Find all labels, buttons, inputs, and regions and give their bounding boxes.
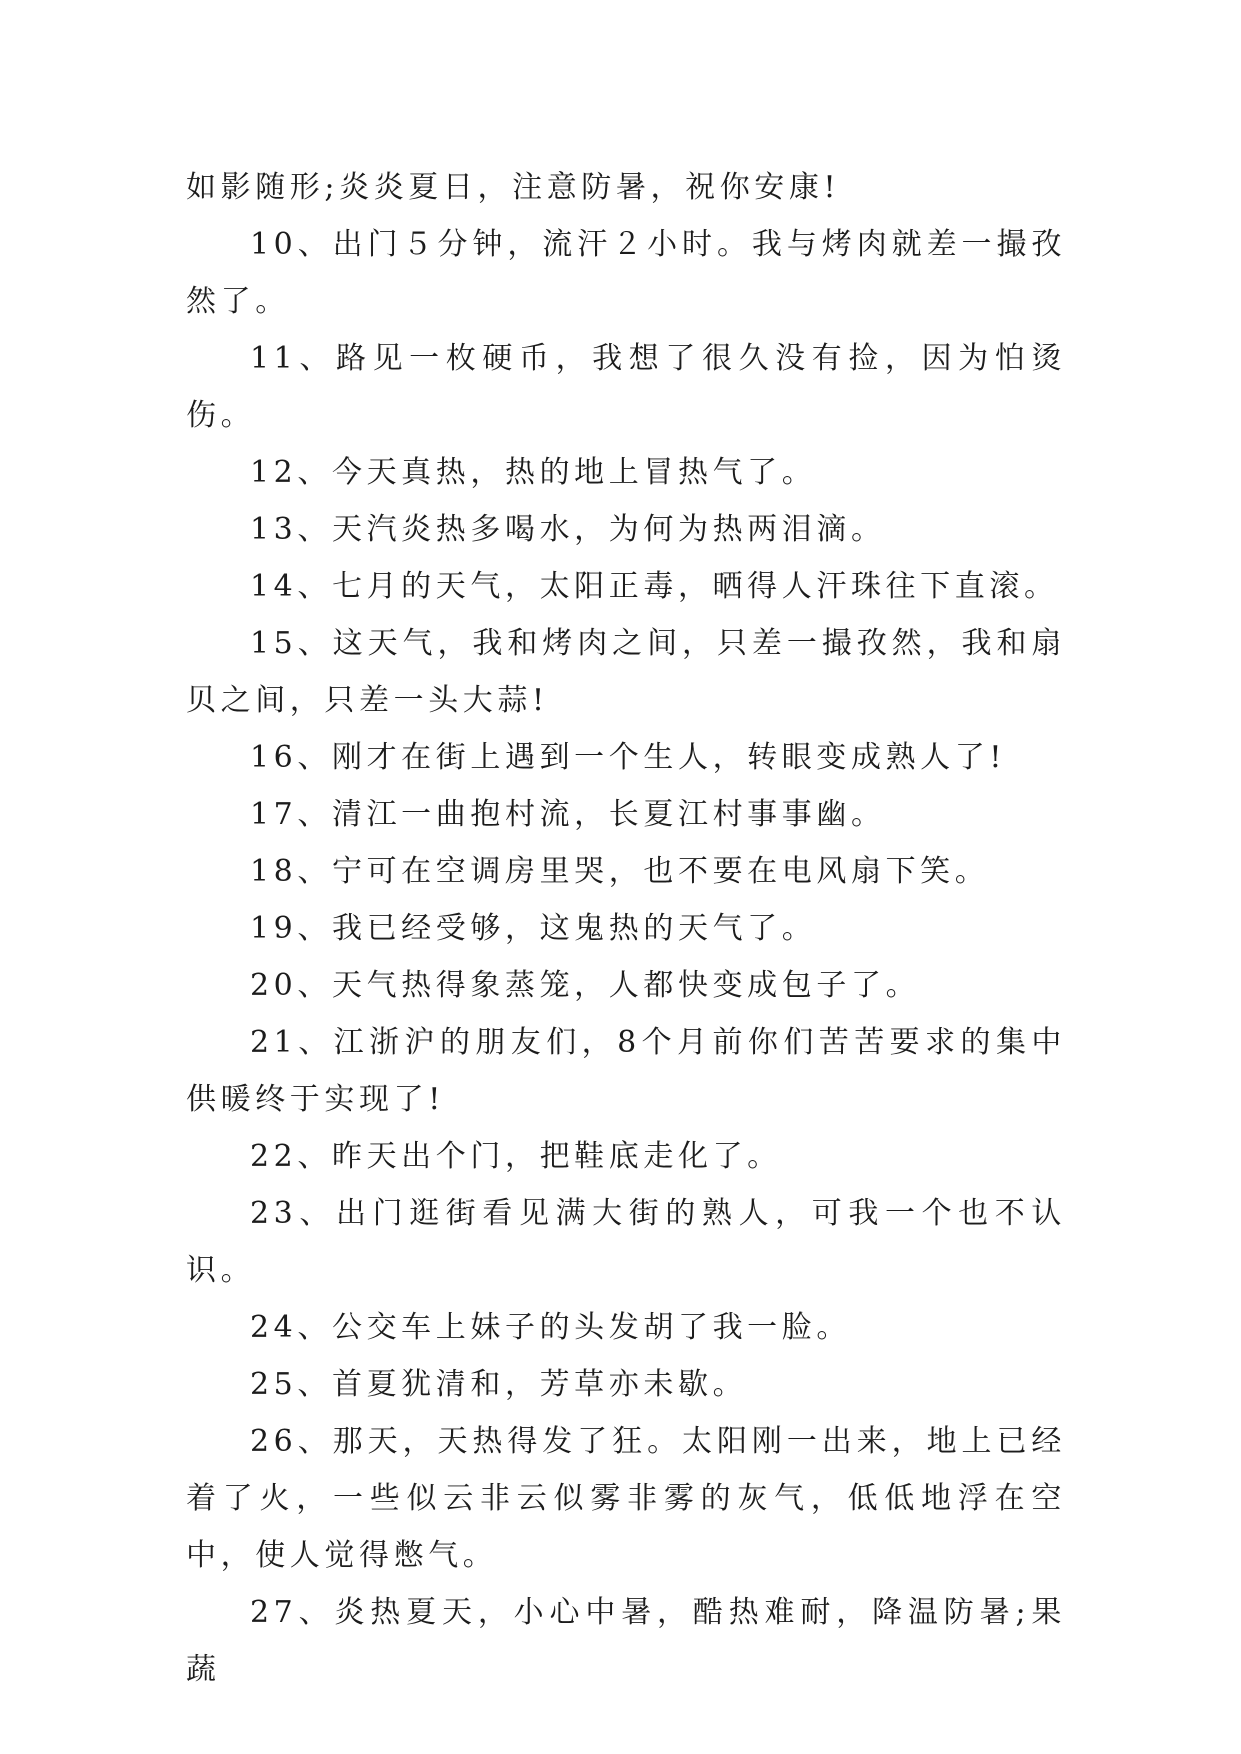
paragraph-item-16: 16、刚才在街上遇到一个生人，转眼变成熟人了! (250, 740, 1007, 775)
paragraph-item-14: 14、七月的天气，太阳正毒，晒得人汗珠往下直滚。 (250, 569, 1059, 604)
paragraph-item-17: 17、清江一曲抱村流，长夏江村事事幽。 (250, 797, 886, 832)
paragraph-item-15: 15、这天气，我和烤肉之间，只差一撮孜然，我和扇贝之间，只差一头大蒜! (186, 626, 1066, 718)
paragraph-item-11: 11、路见一枚硬币，我想了很久没有捡，因为怕烫伤。 (186, 341, 1066, 433)
paragraph-item-19: 19、我已经受够，这鬼热的天气了。 (250, 911, 817, 946)
paragraph-item-23: 23、出门逛街看见满大街的熟人，可我一个也不认识。 (186, 1196, 1066, 1288)
paragraph-continuation: 如影随形;炎炎夏日，注意防暑，祝你安康! (186, 170, 841, 205)
paragraph-item-26: 26、那天，天热得发了狂。太阳刚一出来，地上已经着了火，一些似云非云似雾非雾的灰气，低低地浮在空中，使人觉得憋气。 (186, 1424, 1066, 1573)
paragraph-item-18: 18、宁可在空调房里哭，也不要在电风扇下笑。 (250, 854, 990, 889)
paragraph-item-27: 27、炎热夏天，小心中暑，酷热难耐，降温防暑;果蔬 (186, 1595, 1066, 1687)
paragraph-item-24: 24、公交车上妹子的头发胡了我一脸。 (250, 1310, 851, 1345)
paragraph-item-25: 25、首夏犹清和，芳草亦未歇。 (250, 1367, 748, 1402)
paragraph-item-21: 21、江浙沪的朋友们，8个月前你们苦苦要求的集中供暖终于实现了! (186, 1025, 1066, 1117)
paragraph-item-12: 12、今天真热，热的地上冒热气了。 (250, 455, 817, 490)
document-body (186, 159, 1066, 1698)
paragraph-item-20: 20、天气热得象蒸笼，人都快变成包子了。 (250, 968, 921, 1003)
paragraph-item-10: 10、出门５分钟，流汗２小时。我与烤肉就差一撮孜然了。 (186, 227, 1066, 319)
paragraph-item-13: 13、天汽炎热多喝水，为何为热两泪滴。 (250, 512, 886, 547)
paragraph-item-22: 22、昨天出个门，把鞋底走化了。 (250, 1139, 782, 1174)
